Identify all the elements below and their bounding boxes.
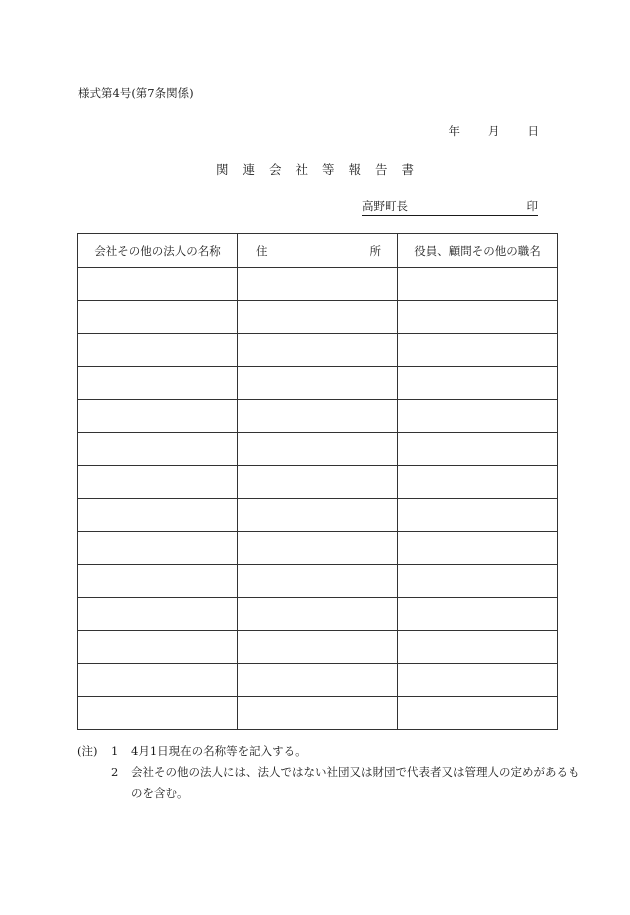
- company-cell[interactable]: [78, 664, 238, 697]
- officer-cell[interactable]: [398, 301, 558, 334]
- notes-prefix: (注): [77, 744, 98, 758]
- company-cell[interactable]: [78, 301, 238, 334]
- table-row: [78, 697, 558, 730]
- officer-cell[interactable]: [398, 268, 558, 301]
- table-row: [78, 664, 558, 697]
- notes-section: [77, 741, 581, 804]
- table-row: [78, 532, 558, 565]
- date-year-label: 年: [448, 124, 460, 138]
- table-row: [78, 334, 558, 367]
- company-cell[interactable]: [78, 697, 238, 730]
- note-text: 4月1日現在の名称等を記入する。: [131, 744, 307, 758]
- address-cell[interactable]: [238, 466, 398, 499]
- note-item-1: [77, 741, 581, 762]
- address-cell[interactable]: [238, 268, 398, 301]
- recipient-name: 高野町長: [362, 199, 408, 213]
- address-cell[interactable]: [238, 565, 398, 598]
- address-cell[interactable]: [238, 433, 398, 466]
- seal-mark: 印: [526, 199, 538, 213]
- address-cell[interactable]: [238, 499, 398, 532]
- company-cell[interactable]: [78, 598, 238, 631]
- company-cell[interactable]: [78, 565, 238, 598]
- date-day-label: 日: [527, 124, 539, 138]
- officer-cell[interactable]: [398, 598, 558, 631]
- officer-cell[interactable]: [398, 499, 558, 532]
- header-address-right: 所: [369, 243, 381, 258]
- officer-cell[interactable]: [398, 367, 558, 400]
- company-cell[interactable]: [78, 532, 238, 565]
- officer-cell[interactable]: [398, 697, 558, 730]
- table-row: [78, 499, 558, 532]
- table-row: [78, 400, 558, 433]
- company-cell[interactable]: [78, 499, 238, 532]
- officer-cell[interactable]: [398, 400, 558, 433]
- header-address: [238, 234, 398, 268]
- address-cell[interactable]: [238, 598, 398, 631]
- address-cell[interactable]: [238, 367, 398, 400]
- company-cell[interactable]: [78, 466, 238, 499]
- address-cell[interactable]: [238, 301, 398, 334]
- header-company-name: 会社その他の法人の名称: [78, 234, 238, 268]
- officer-cell[interactable]: [398, 631, 558, 664]
- table-row: [78, 433, 558, 466]
- table-row: [78, 268, 558, 301]
- note-number: 2: [111, 765, 119, 779]
- officer-cell[interactable]: [398, 664, 558, 697]
- recipient-line: [362, 198, 538, 216]
- table-row: [78, 631, 558, 664]
- note-number: 1: [111, 744, 119, 758]
- related-company-table: [77, 233, 558, 730]
- officer-cell[interactable]: [398, 532, 558, 565]
- table-body: [78, 268, 558, 730]
- header-address-left: 住: [256, 243, 268, 258]
- address-cell[interactable]: [238, 697, 398, 730]
- officer-cell[interactable]: [398, 565, 558, 598]
- table-row: [78, 301, 558, 334]
- address-cell[interactable]: [238, 664, 398, 697]
- table-row: [78, 367, 558, 400]
- officer-cell[interactable]: [398, 466, 558, 499]
- company-cell[interactable]: [78, 334, 238, 367]
- table-header-row: [78, 234, 558, 268]
- company-cell[interactable]: [78, 367, 238, 400]
- company-cell[interactable]: [78, 268, 238, 301]
- address-cell[interactable]: [238, 400, 398, 433]
- address-cell[interactable]: [238, 334, 398, 367]
- address-cell[interactable]: [238, 532, 398, 565]
- note-item-2: [77, 762, 581, 804]
- officer-cell[interactable]: [398, 433, 558, 466]
- company-cell[interactable]: [78, 400, 238, 433]
- company-cell[interactable]: [78, 433, 238, 466]
- table-row: [78, 598, 558, 631]
- officer-cell[interactable]: [398, 334, 558, 367]
- table-row: [78, 466, 558, 499]
- date-month-label: 月: [488, 124, 500, 138]
- date-line: [449, 123, 540, 139]
- note-text: 会社その他の法人には、法人ではない社団又は財団で代表者又は管理人の定めがあるものを含む。: [131, 765, 580, 800]
- header-officer-title: 役員、顧問その他の職名: [398, 234, 558, 268]
- table-row: [78, 565, 558, 598]
- company-cell[interactable]: [78, 631, 238, 664]
- address-cell[interactable]: [238, 631, 398, 664]
- form-number: 様式第4号(第7条関係): [78, 86, 194, 100]
- document-title: 関連会社等報告書: [215, 162, 428, 177]
